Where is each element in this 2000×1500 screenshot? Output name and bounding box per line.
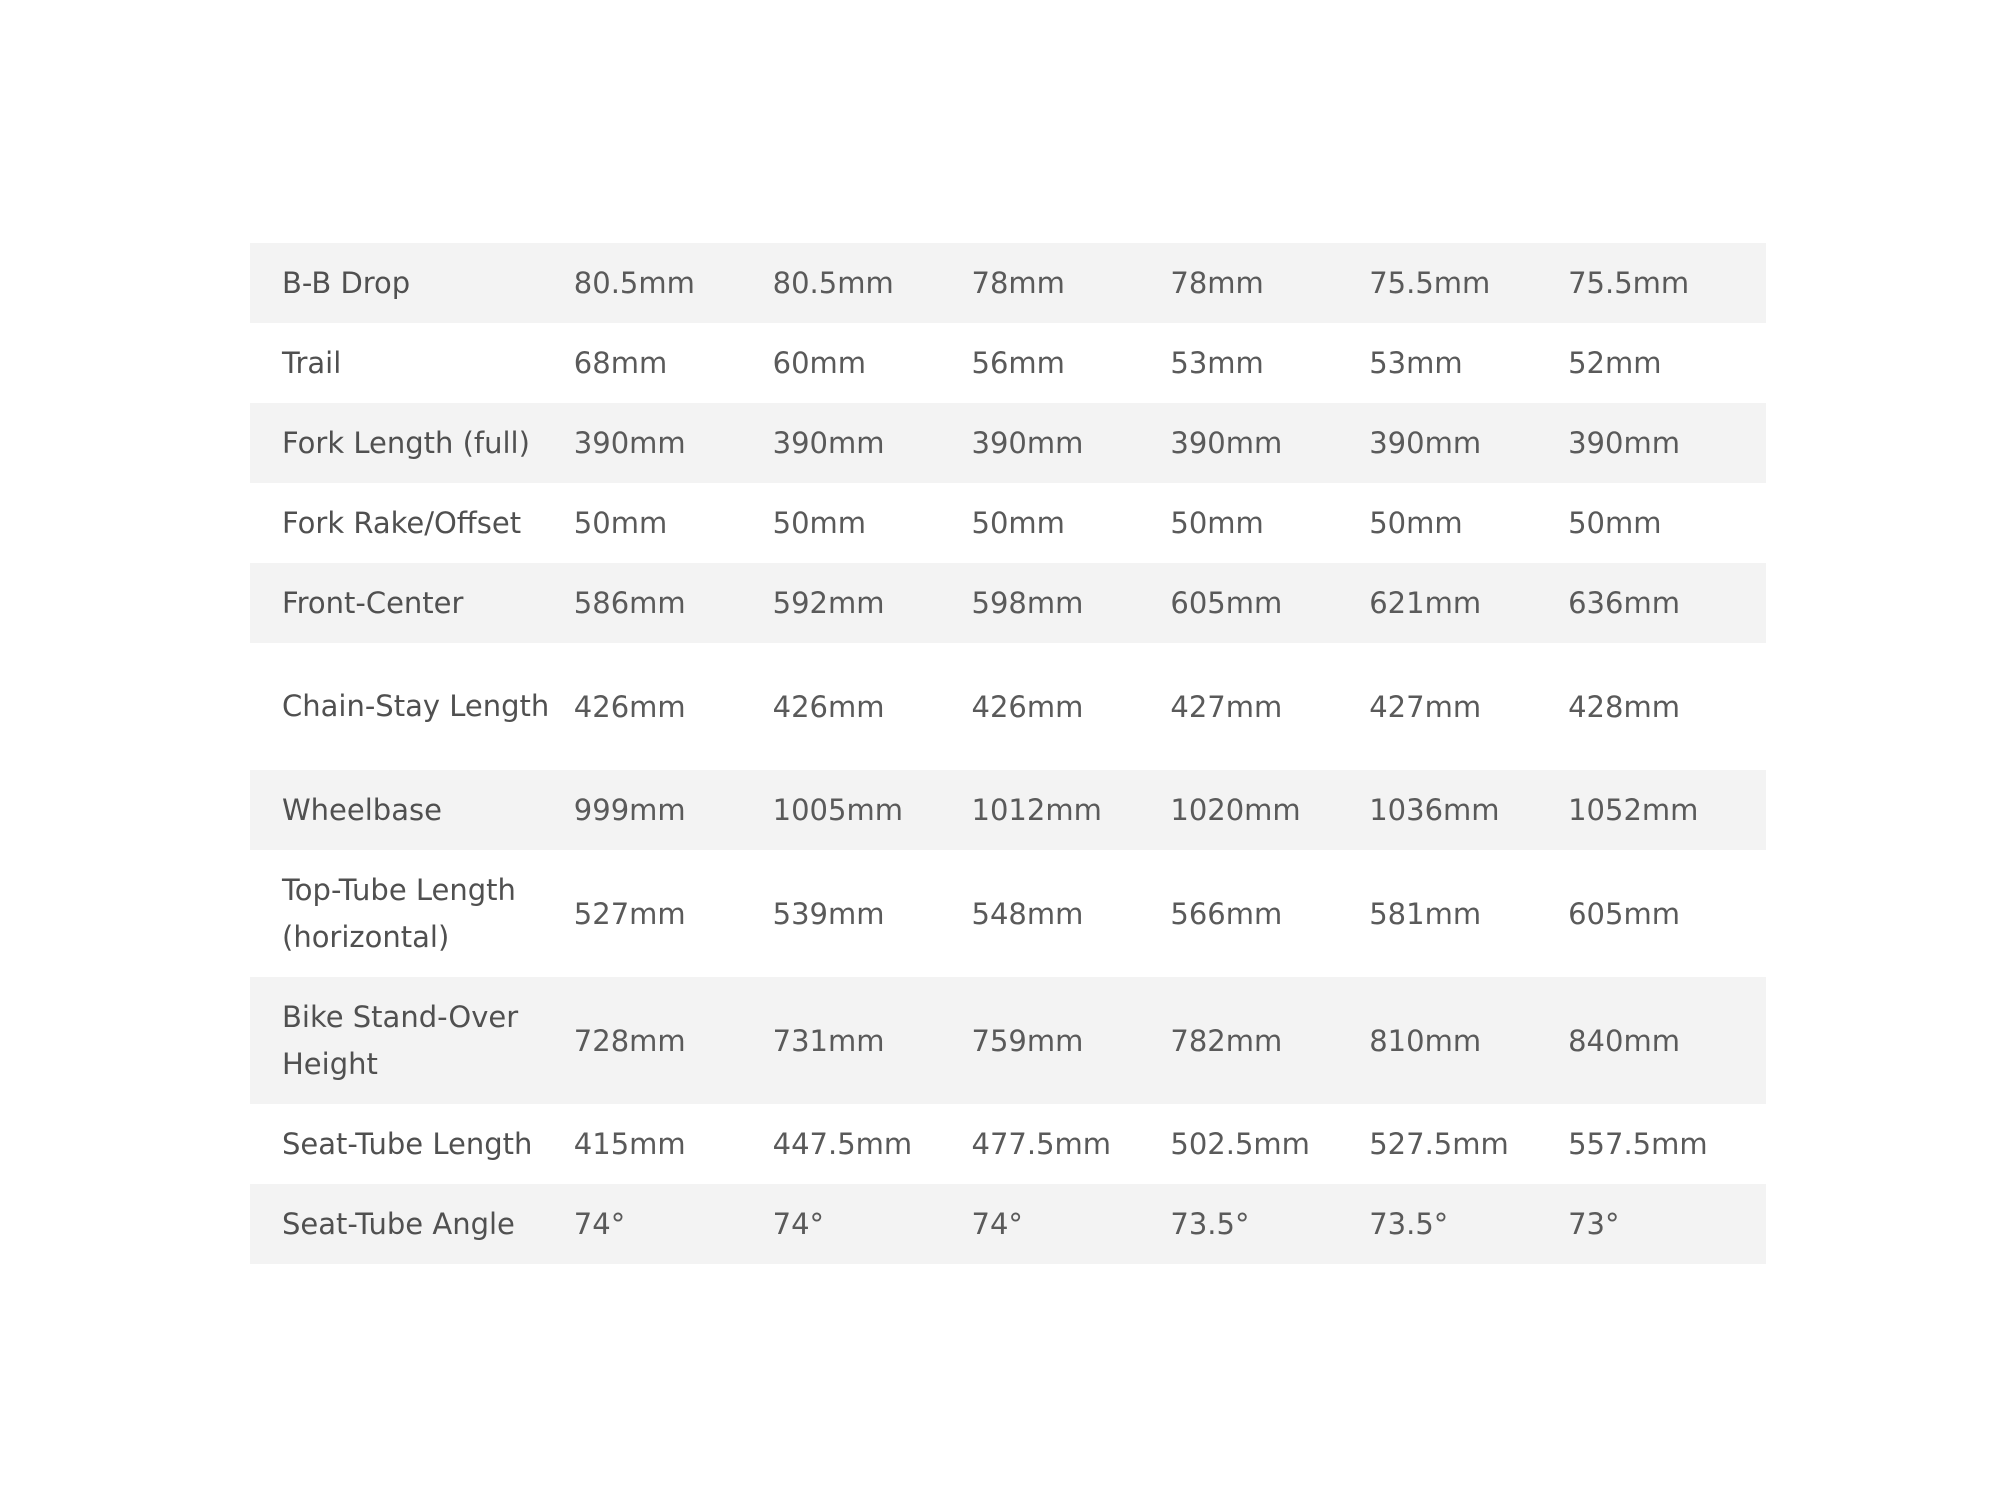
table-cell: 426mm: [772, 689, 885, 724]
table-cell: 1012mm: [971, 793, 1102, 827]
table-cell: 566mm: [1170, 896, 1283, 931]
table-cell: 605mm: [1170, 586, 1283, 620]
table-cell: 50mm: [772, 506, 867, 540]
table-cell: 415mm: [573, 1127, 686, 1161]
table-cell: 74°: [573, 1207, 626, 1241]
table-cell: 840mm: [1568, 1023, 1680, 1058]
table-cell: 426mm: [971, 689, 1084, 724]
row-label: Chain-Stay Length: [282, 689, 550, 723]
table-row-front-center: [250, 563, 1766, 643]
table-cell: 50mm: [1369, 506, 1463, 540]
table-cell: 427mm: [1170, 689, 1283, 724]
table-cell: 731mm: [772, 1023, 885, 1058]
table-cell: 78mm: [971, 266, 1065, 300]
table-cell: 621mm: [1369, 586, 1482, 620]
table-cell: 50mm: [1170, 506, 1264, 540]
table-cell: 581mm: [1369, 896, 1482, 931]
table-row-fork-rake: [250, 483, 1766, 563]
table-cell: 548mm: [971, 896, 1084, 931]
table-cell: 80.5mm: [772, 266, 894, 300]
geometry-table: [250, 243, 1766, 1264]
row-label: Seat-Tube Length: [282, 1126, 533, 1161]
table-cell: 605mm: [1568, 896, 1680, 931]
table-cell: 527mm: [573, 896, 686, 931]
row-label: Wheelbase: [282, 792, 442, 827]
table-row-stand-over: [250, 977, 1766, 1104]
table-cell: 73°: [1568, 1207, 1620, 1241]
table-row-bb-drop: [250, 243, 1766, 323]
row-label: Front-Center: [282, 585, 464, 620]
table-cell: 426mm: [573, 689, 686, 724]
table-row-trail: [250, 323, 1766, 403]
table-cell: 80.5mm: [573, 266, 695, 300]
table-cell: 53mm: [1170, 346, 1264, 380]
table-cell: 60mm: [772, 346, 867, 380]
table-cell: 477.5mm: [971, 1127, 1112, 1161]
table-cell: 1020mm: [1170, 793, 1301, 827]
table-cell: 428mm: [1568, 689, 1680, 724]
table-cell: 527.5mm: [1369, 1127, 1509, 1161]
table-cell: 75.5mm: [1369, 266, 1491, 300]
row-label: Top-Tube Length (horizontal): [282, 872, 516, 954]
table-cell: 73.5°: [1369, 1207, 1449, 1241]
table-cell: 390mm: [1170, 426, 1283, 460]
table-cell: 728mm: [573, 1023, 686, 1058]
table-cell: 50mm: [573, 506, 668, 540]
row-label: Seat-Tube Angle: [282, 1206, 515, 1241]
table-cell: 390mm: [1568, 426, 1680, 460]
table-cell: 539mm: [772, 896, 885, 931]
table-cell: 810mm: [1369, 1023, 1482, 1058]
table-cell: 502.5mm: [1170, 1127, 1310, 1161]
row-label: Bike Stand-Over Height: [282, 999, 519, 1081]
table-row-seat-tube-angle: [250, 1184, 1766, 1264]
table-cell: 427mm: [1369, 689, 1482, 724]
row-label: B-B Drop: [282, 265, 411, 300]
table-cell: 447.5mm: [772, 1127, 913, 1161]
table-cell: 73.5°: [1170, 1207, 1250, 1241]
table-row-top-tube: [250, 850, 1766, 977]
table-cell: 390mm: [573, 426, 686, 460]
table-cell: 390mm: [971, 426, 1084, 460]
table-cell: 74°: [971, 1207, 1023, 1241]
table-cell: 592mm: [772, 586, 885, 620]
table-cell: 557.5mm: [1568, 1127, 1708, 1161]
table-row-wheelbase: [250, 770, 1766, 850]
row-label: Fork Rake/Offset: [282, 505, 522, 540]
row-label: Fork Length (full): [282, 425, 530, 460]
table-cell: 53mm: [1369, 346, 1463, 380]
table-cell: 56mm: [971, 346, 1065, 380]
table-cell: 999mm: [573, 793, 686, 827]
table-cell: 390mm: [772, 426, 885, 460]
table-row-chain-stay: [250, 643, 1766, 770]
table-row-seat-tube-length: [250, 1104, 1766, 1184]
table-cell: 52mm: [1568, 346, 1662, 380]
table-row-fork-length: [250, 403, 1766, 483]
table-cell: 636mm: [1568, 586, 1680, 620]
table-cell: 75.5mm: [1568, 266, 1690, 300]
table-cell: 1036mm: [1369, 793, 1500, 827]
table-cell: 78mm: [1170, 266, 1264, 300]
table-cell: 50mm: [1568, 506, 1662, 540]
table-cell: 759mm: [971, 1023, 1084, 1058]
table-cell: 390mm: [1369, 426, 1482, 460]
table-cell: 50mm: [971, 506, 1065, 540]
table-cell: 1052mm: [1568, 793, 1699, 827]
table-cell: 68mm: [573, 346, 668, 380]
table-cell: 74°: [772, 1207, 825, 1241]
table-cell: 1005mm: [772, 793, 903, 827]
table-cell: 598mm: [971, 586, 1084, 620]
row-label: Trail: [282, 345, 342, 380]
table-cell: 586mm: [573, 586, 686, 620]
table-cell: 782mm: [1170, 1023, 1283, 1058]
